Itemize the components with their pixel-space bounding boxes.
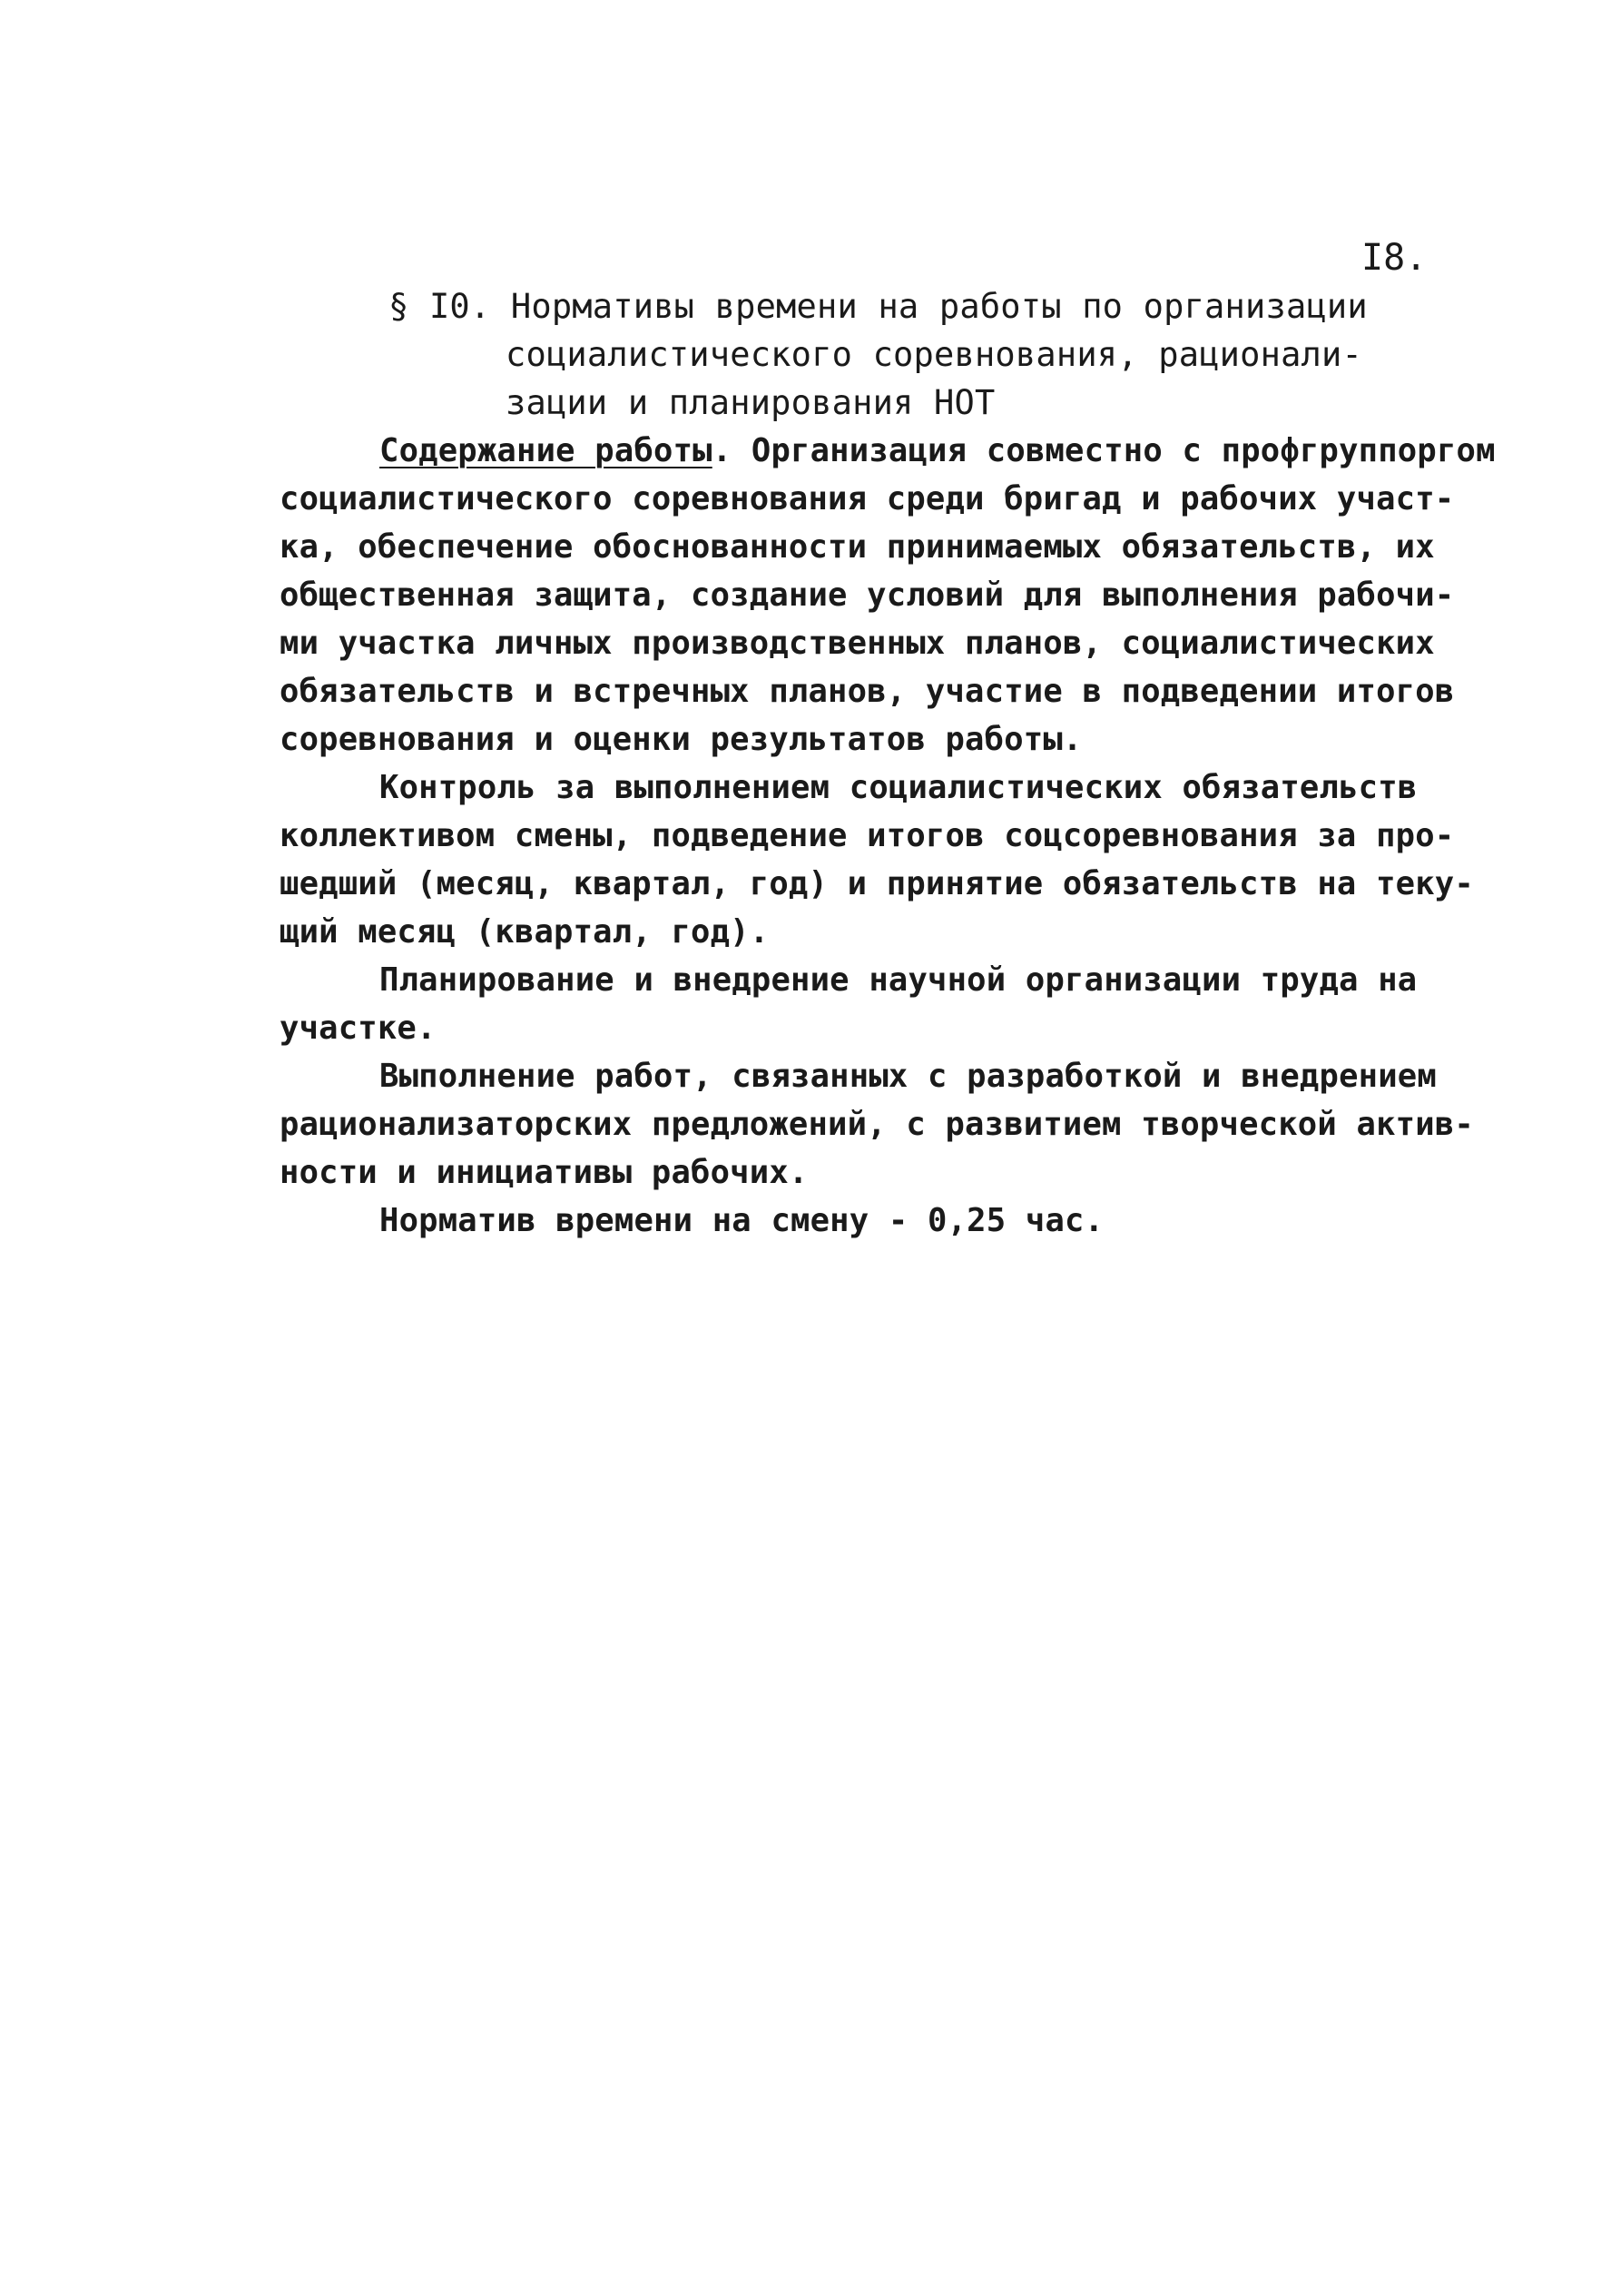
paragraph-2-line-1: Контроль за выполнением социалистических обязательств bbox=[379, 769, 1418, 806]
paragraph-4-line-1: Выполнение работ, связанных с разработкой и внедрением bbox=[379, 1058, 1437, 1095]
page-number: I8. bbox=[1361, 237, 1428, 279]
paragraph-1-line-4: общественная защита, создание условий для выполнения рабочи- bbox=[280, 576, 1455, 614]
paragraph-2-line-3: шедший (месяц, квартал, год) и принятие обязательств на теку- bbox=[280, 865, 1474, 902]
work-content-label: Содержание работы bbox=[379, 432, 712, 469]
paragraph-2-line-2: коллективом смены, подведение итогов соцсоревнования за про- bbox=[280, 817, 1455, 854]
paragraph-1-line-6: обязательств и встречных планов, участие в подведении итогов bbox=[280, 673, 1455, 710]
paragraph-1-line-1-text: . Организация совместно с профгруппоргом bbox=[712, 432, 1496, 469]
section-number: § I0. bbox=[388, 287, 491, 326]
paragraph-1-line-3: ка, обеспечение обоснованности принимаемых обязательств, их bbox=[280, 528, 1435, 566]
section-heading-line-1 bbox=[388, 283, 1368, 330]
paragraph-3-line-1: Планирование и внедрение научной организации труда на bbox=[379, 961, 1418, 999]
time-norm-line: Норматив времени на смену - 0,25 час. bbox=[379, 1202, 1105, 1239]
paragraph-1-line-7: соревнования и оценки результатов работы. bbox=[280, 721, 1083, 758]
paragraph-4-line-2: рационализаторских предложений, с развитием творческой актив- bbox=[280, 1106, 1474, 1143]
paragraph-2-line-4: щий месяц (квартал, год). bbox=[280, 913, 770, 951]
section-heading-line-2: социалистического соревнования, рационали- bbox=[506, 335, 1362, 374]
paragraph-3-line-2: участке. bbox=[280, 1010, 437, 1047]
paragraph-1-line-5: ми участка личных производственных планов, социалистических bbox=[280, 625, 1435, 662]
paragraph-4-line-3: ности и инициативы рабочих. bbox=[280, 1154, 809, 1191]
section-heading-text-1: Нормативы времени на работы по организации bbox=[510, 287, 1368, 326]
section-heading-line-3: зации и планирования НОТ bbox=[506, 383, 996, 422]
paragraph-1-line-1 bbox=[379, 428, 1496, 475]
paragraph-1-line-2: социалистического соревнования среди бригад и рабочих участ- bbox=[280, 480, 1455, 517]
